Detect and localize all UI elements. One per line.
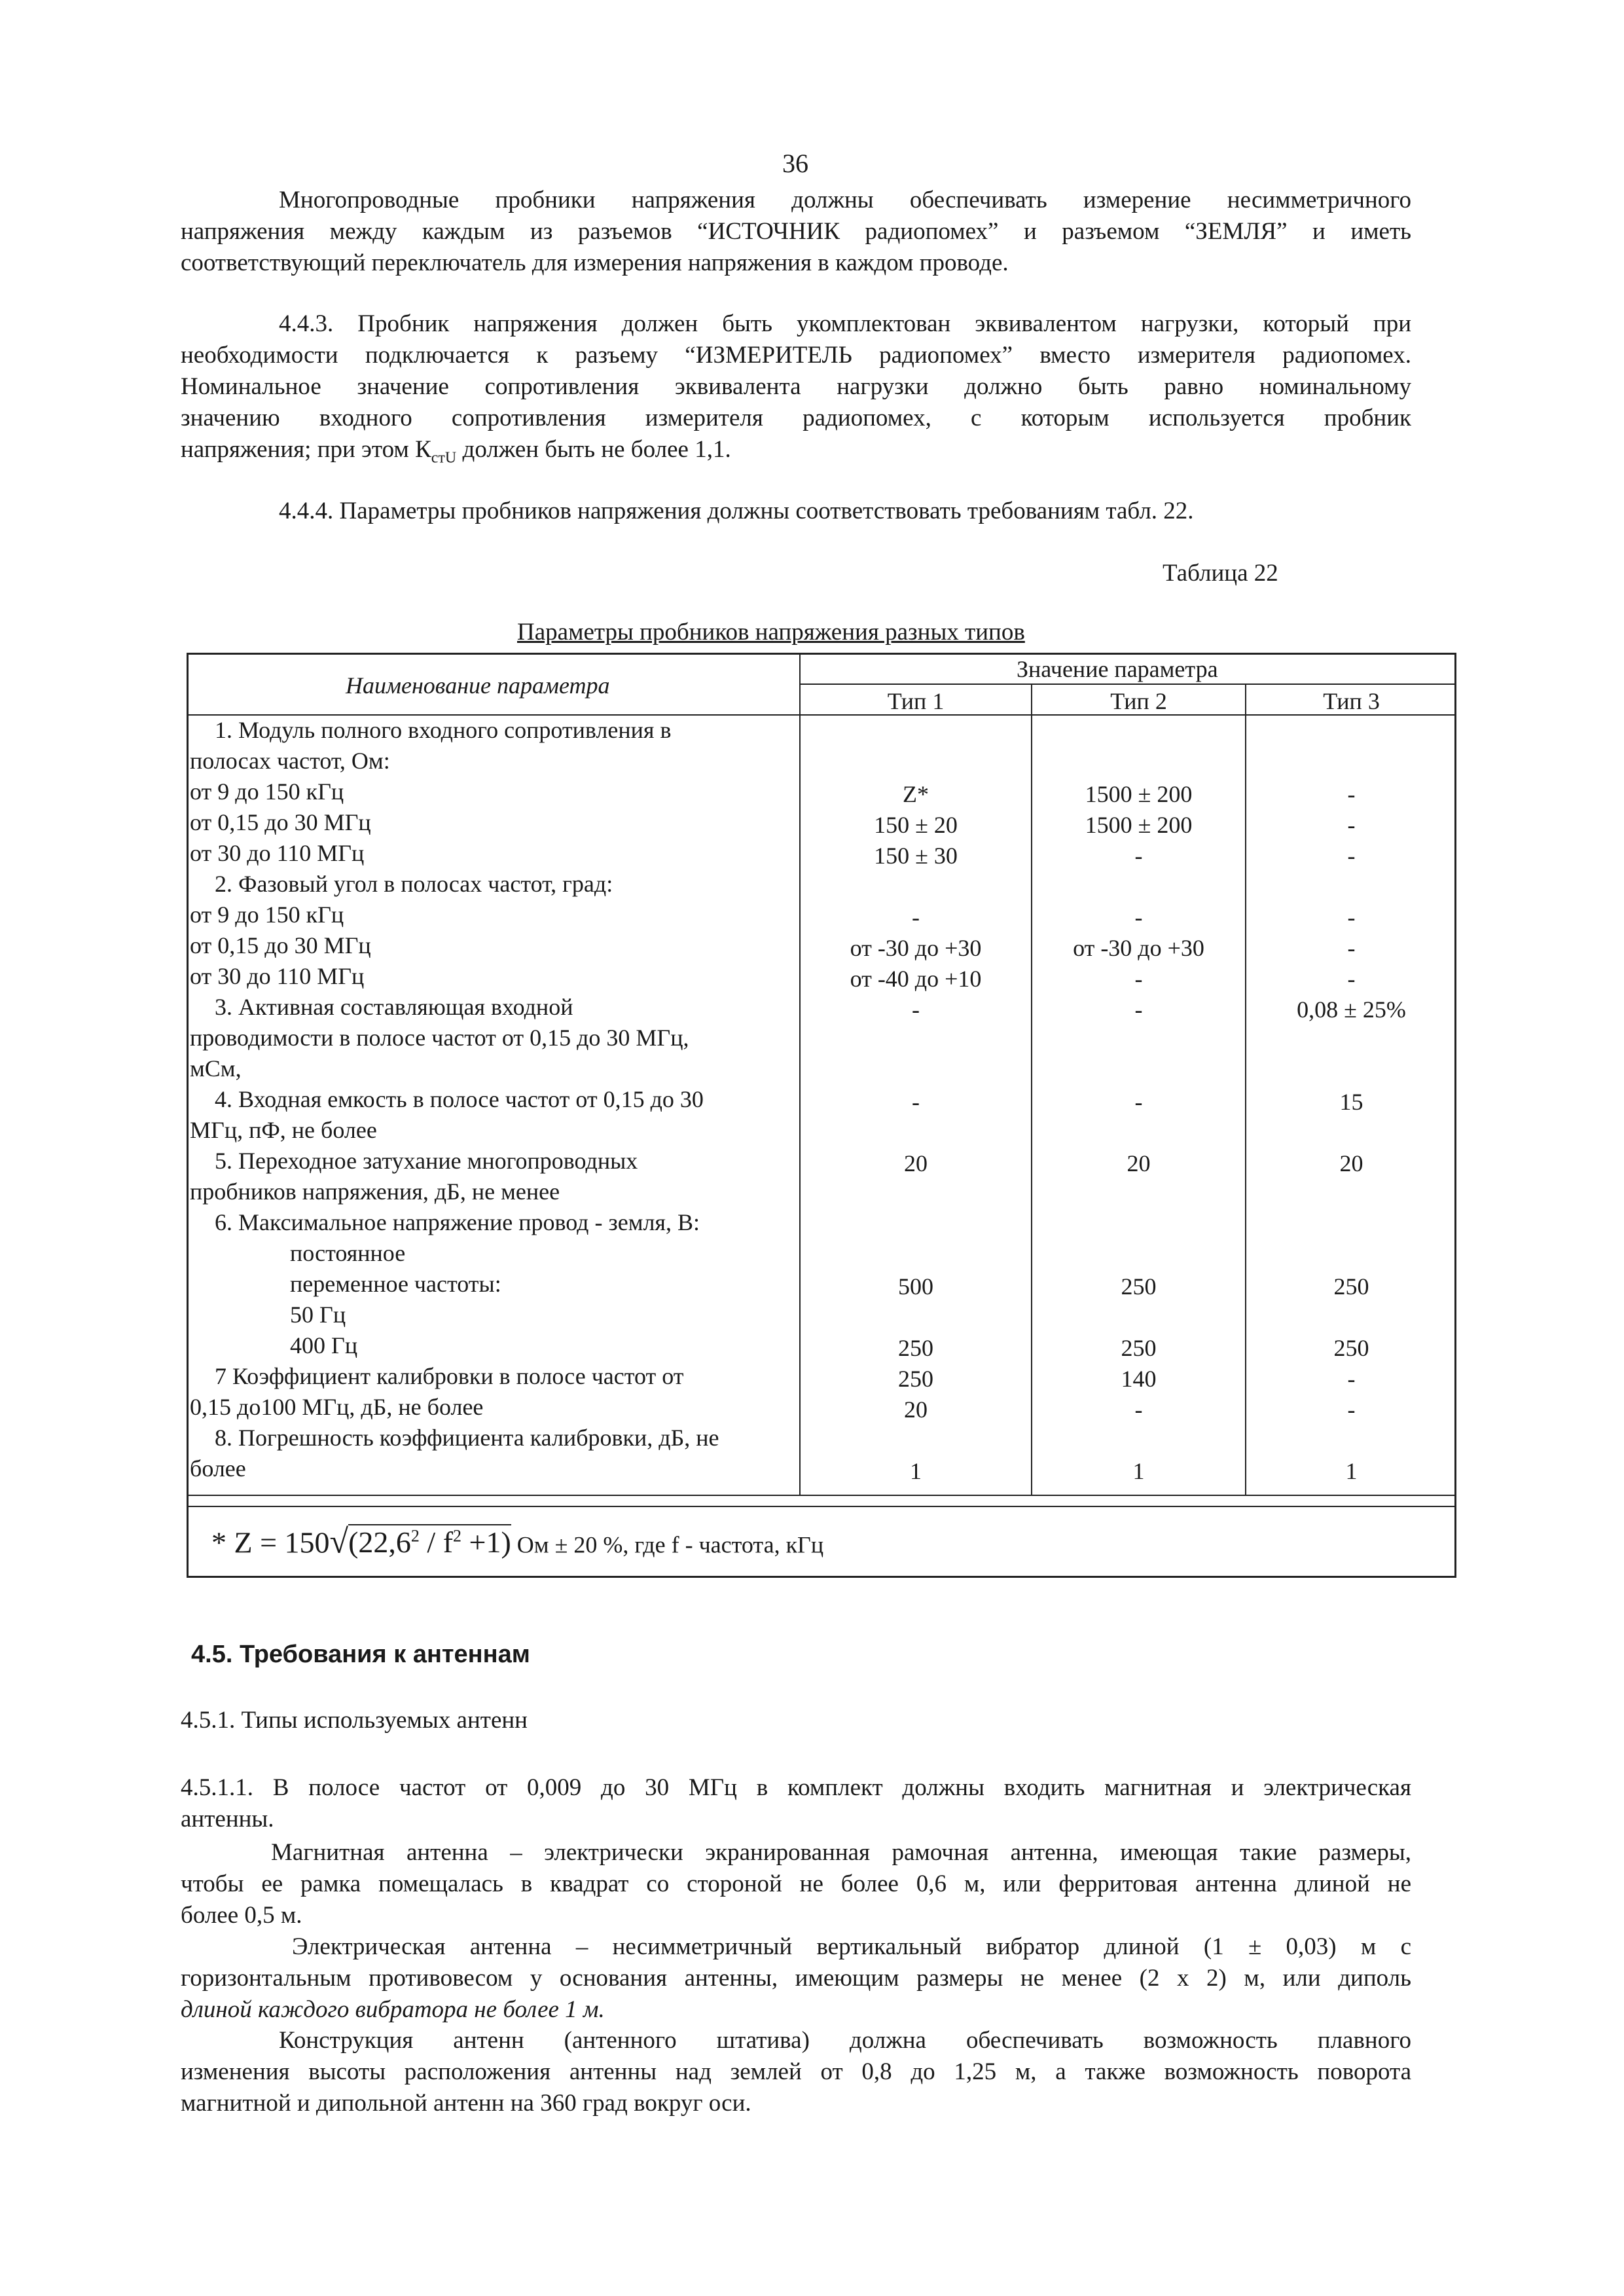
text-line: напряжения между каждым из разъемов “ИСТОЧНИК радиопомех” и разъемом “ЗЕМЛЯ” и иметь — [181, 218, 1411, 245]
formula-part: Ом ± 20 %, где f - частота, кГц — [511, 1531, 824, 1558]
text-line: антенны. — [181, 1806, 274, 1832]
row-value-type-2: 140 — [1121, 1366, 1157, 1392]
table-title: Параметры пробников напряжения разных типов — [517, 619, 1025, 646]
electric-antenna — [181, 1931, 1411, 2026]
row-value-type-2: 20 — [1127, 1150, 1151, 1176]
row-label: мСм, — [190, 1055, 242, 1082]
row-label: проводимости в полосе частот от 0,15 до 30 МГц, — [190, 1025, 689, 1051]
row-label: МГц, пФ, не более — [190, 1117, 377, 1143]
text-line: 4.4.3. Пробник напряжения должен быть укомплектован эквивалентом нагрузки, который при — [279, 310, 1411, 337]
text-line: значению входного сопротивления измерителя радиопомех, с которым используется пробник — [181, 405, 1411, 431]
text-line: Электрическая антенна – несимметричный вертикальный вибратор длиной (1 ± 0,03) м с — [292, 1933, 1411, 1960]
row-value-type-2: 1500 ± 200 — [1085, 812, 1193, 838]
row-value-type-1: - — [912, 1089, 920, 1115]
row-value-type-2: 1500 ± 200 — [1085, 781, 1193, 807]
row-value-type-3: - — [1347, 1396, 1356, 1423]
formula-exp: 2 — [453, 1527, 462, 1546]
text-line: 4.5.1.1. В полосе частот от 0,009 до 30 МГц в комплект должны входить магнитная и электрическая — [181, 1774, 1411, 1801]
row-value-type-2: - — [1134, 904, 1143, 930]
row-value-type-3: 15 — [1339, 1089, 1363, 1115]
row-value-type-2: - — [1134, 996, 1143, 1023]
parameters-table — [187, 653, 1456, 1578]
text-line: соответствующий переключатель для измерения напряжения в каждом проводе. — [181, 249, 1009, 276]
row-label: от 0,15 до 30 МГц — [190, 809, 371, 835]
row-label: переменное частоты: — [290, 1271, 501, 1297]
header-param: Наименование параметра — [346, 672, 610, 699]
row-label: более — [190, 1455, 246, 1482]
text-line: более 0,5 м. — [181, 1902, 302, 1929]
formula-part: +1) — [461, 1525, 511, 1559]
table-number: Таблица 22 — [1163, 560, 1278, 587]
text-fragment: напряжения; при этом К — [181, 436, 431, 463]
row-value-type-3: - — [1347, 966, 1356, 992]
row-value-type-1: 250 — [898, 1366, 933, 1392]
row-value-type-3: - — [1347, 1366, 1356, 1392]
row-value-type-3: 1 — [1345, 1458, 1358, 1484]
subscript: стU — [431, 449, 457, 467]
section-4-4-3 — [181, 308, 1411, 465]
row-label: 7 Коэффициент калибровки в полосе частот от — [215, 1363, 684, 1389]
text-line: Номинальное значение сопротивления эквивалента нагрузки должно быть равно номинальному — [181, 373, 1411, 400]
magnetic-antenna — [181, 1837, 1411, 1931]
row-value-type-1: - — [912, 996, 920, 1023]
row-label: пробников напряжения, дБ, не менее — [190, 1178, 560, 1205]
row-value-type-1: от -30 до +30 — [850, 935, 982, 961]
row-value-type-2: - — [1134, 1089, 1143, 1115]
text-line: магнитной и дипольной антенн на 360 град вокруг оси. — [181, 2090, 751, 2117]
row-label: от 9 до 150 кГц — [190, 778, 344, 805]
text-line: 4.4.4. Параметры пробников напряжения должны соответствовать требованиям табл. 22. — [279, 498, 1194, 524]
row-label: от 30 до 110 МГц — [190, 840, 365, 866]
row-label: 8. Погрешность коэффициента калибровки, дБ, не — [215, 1425, 719, 1451]
text-line: Многопроводные пробники напряжения должны обеспечивать измерение несимметричного — [279, 187, 1411, 213]
row-label: 400 Гц — [290, 1332, 358, 1358]
row-label: 5. Переходное затухание многопроводных — [215, 1148, 638, 1174]
header-type-1: Тип 1 — [887, 688, 945, 714]
row-value-type-1: 150 ± 20 — [874, 812, 958, 838]
row-value-type-3: - — [1347, 904, 1356, 930]
row-value-type-1: 500 — [898, 1273, 933, 1300]
row-value-type-2: 250 — [1121, 1335, 1157, 1361]
header-type-3: Тип 3 — [1323, 688, 1380, 714]
row-value-type-1: 20 — [904, 1150, 928, 1176]
formula-part: * Z = 150 — [211, 1525, 330, 1559]
text-line: Конструкция антенн (антенного штатива) должна обеспечивать возможность плавного — [279, 2027, 1411, 2054]
row-value-type-1: - — [912, 904, 920, 930]
row-value-type-3: 0,08 ± 25% — [1297, 996, 1406, 1023]
header-value: Значение параметра — [1017, 656, 1218, 682]
row-value-type-3: 250 — [1333, 1335, 1369, 1361]
header-type-2: Тип 2 — [1110, 688, 1167, 714]
page-number: 36 — [782, 149, 808, 178]
row-value-type-1: от -40 до +10 — [850, 966, 982, 992]
row-label: от 0,15 до 30 МГц — [190, 932, 371, 958]
text-line: Магнитная антенна – электрически экранированная рамочная антенна, имеющая такие размеры, — [271, 1839, 1411, 1866]
text-line: необходимости подключается к разъему “ИЗМЕРИТЕЛЬ радиопомех” вместо измерителя радиопомех. — [181, 342, 1411, 369]
section-heading: 4.5. Требования к антеннам — [191, 1641, 530, 1668]
row-label: 50 Гц — [290, 1302, 346, 1328]
text-line: изменения высоты расположения антенны над землей от 0,8 до 1,25 м, а также возможность поворота — [181, 2058, 1411, 2085]
row-label: постоянное — [290, 1240, 406, 1266]
row-value-type-2: 1 — [1132, 1458, 1145, 1484]
table-footnote — [211, 1504, 823, 1577]
row-value-type-2: - — [1134, 843, 1143, 869]
row-label: 4. Входная емкость в полосе частот от 0,15 до 30 — [215, 1086, 704, 1112]
row-label: 1. Модуль полного входного сопротивления в — [215, 717, 672, 743]
row-value-type-2: - — [1134, 966, 1143, 992]
row-value-type-3: 250 — [1333, 1273, 1369, 1300]
row-label: 2. Фазовый угол в полосах частот, град: — [215, 871, 613, 897]
section-4-4-4 — [181, 496, 1411, 527]
section-4-5-1-1 — [181, 1772, 1411, 1835]
row-value-type-1: 150 ± 30 — [874, 843, 958, 869]
formula-radicand — [348, 1524, 511, 1559]
row-value-type-3: 20 — [1339, 1150, 1363, 1176]
row-label: 6. Максимальное напряжение провод - земля, В: — [215, 1209, 700, 1235]
row-value-type-2: 250 — [1121, 1273, 1157, 1300]
formula-part: / f — [419, 1525, 454, 1559]
row-value-type-2: - — [1134, 1396, 1143, 1423]
row-label: полосах частот, Ом: — [190, 748, 390, 774]
row-value-type-1: 1 — [910, 1458, 922, 1484]
row-value-type-3: - — [1347, 843, 1356, 869]
intro-paragraph — [181, 185, 1411, 279]
construction-paragraph — [181, 2025, 1411, 2119]
row-label: от 9 до 150 кГц — [190, 902, 344, 928]
section-4-5-1 — [181, 1705, 1411, 1736]
row-value-type-2: от -30 до +30 — [1073, 935, 1204, 961]
text-line: чтобы ее рамка помещалась в квадрат со стороной не более 0,6 м, или ферритовая антенна длиной не — [181, 1870, 1411, 1897]
text-line: 4.5.1. Типы используемых антенн — [181, 1707, 528, 1734]
row-value-type-1: Z* — [903, 781, 929, 807]
sqrt-icon: √ — [329, 1523, 349, 1561]
row-label: от 30 до 110 МГц — [190, 963, 365, 989]
row-value-type-1: 20 — [904, 1396, 928, 1423]
row-value-type-3: - — [1347, 935, 1356, 961]
formula-part: (22,6 — [348, 1525, 411, 1559]
row-value-type-3: - — [1347, 812, 1356, 838]
formula-exp: 2 — [410, 1527, 420, 1546]
table-rule — [189, 1495, 1456, 1496]
row-value-type-1: 250 — [898, 1335, 933, 1361]
text-fragment: должен быть не более 1,1. — [456, 436, 731, 463]
text-line: длиной каждого вибратора не более 1 м. — [181, 1996, 605, 2023]
text-line: горизонтальным противовесом у основания антенны, имеющим размеры не менее (2 x 2) м, или диполь — [181, 1965, 1411, 1992]
row-label: 0,15 до100 МГц, дБ, не более — [190, 1394, 484, 1420]
text-line — [181, 434, 1411, 465]
row-label: 3. Активная составляющая входной — [215, 994, 573, 1020]
row-value-type-3: - — [1347, 781, 1356, 807]
